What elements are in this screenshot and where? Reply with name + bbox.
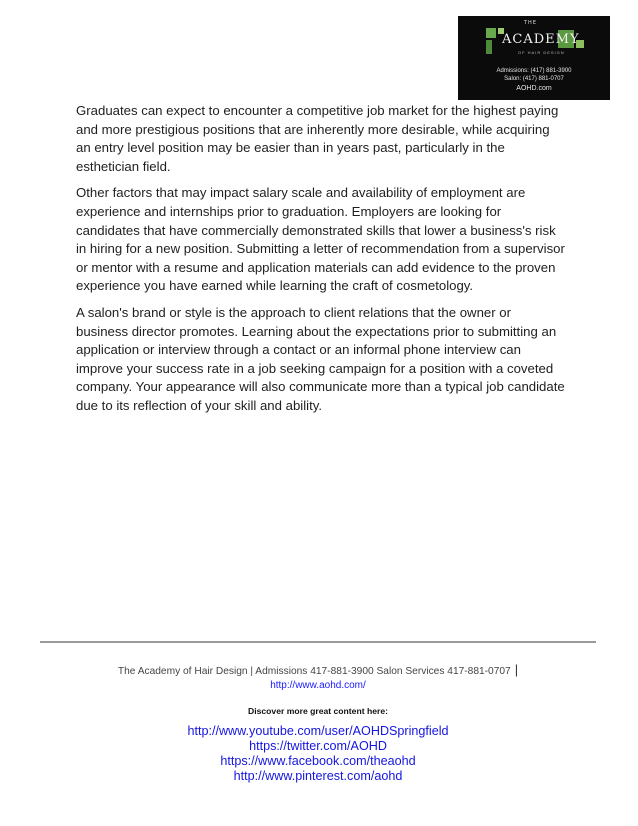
footer-divider: [40, 641, 596, 643]
logo-square-mark: [486, 28, 496, 38]
logo-admissions: Admissions: (417) 881-3900: [496, 68, 572, 74]
twitter-link[interactable]: https://twitter.com/AOHD: [249, 739, 387, 753]
logo-salon: Salon: (417) 881-0707: [504, 76, 564, 82]
footer-separator: |: [514, 662, 519, 677]
paragraph: A salon's brand or style is the approach to client relations that the owner or business director promotes. Learning about the expectations prior to submitting an application or interview through a contact or an informal phone interview can improve your success rate in a job seeking campaign for a position with a coveted company. Your appearance will also communicate more than a typical job candidate due to its reflection of your skill and ability.: [76, 304, 565, 413]
article-body: [76, 102, 566, 424]
footer-contact-text: The Academy of Hair Design | Admissions 417-881-3900 Salon Services 417-881-0707: [117, 666, 511, 677]
youtube-link[interactable]: http://www.youtube.com/user/AOHDSpringfield: [187, 724, 449, 738]
pinterest-link[interactable]: http://www.pinterest.com/aohd: [233, 769, 403, 783]
facebook-link[interactable]: https://www.facebook.com/theaohd: [220, 754, 416, 768]
academy-logo: [458, 16, 610, 100]
aohd-site-link[interactable]: http://www.aohd.com/: [270, 680, 366, 691]
footer-contact: [40, 662, 596, 677]
pinterest-link-row: [40, 767, 596, 785]
footer-site-link-row: [40, 680, 596, 691]
logo-square-mark: [486, 40, 492, 54]
logo-subtitle: OF HAIR DESIGN: [518, 50, 565, 55]
logo-name: ACADEMY: [502, 32, 580, 47]
paragraph: Graduates can expect to encounter a competitive job market for the highest paying and more prestigious positions that are inherently more desirable, while acquiring an entry level position may be easier than in years past, particularly in the esthetician field.: [76, 103, 559, 174]
paragraph: Other factors that may impact salary scale and availability of employment are experience and internships prior to graduation. Employers are looking for candidates that have commercially demonstrated skills that lower a business's risk in hiring for a new position. Submitting a letter of recommendation from a supervisor or mentor with a resume and application materials can add evidence to the proven experience you have earned while learning the craft of cosmetology.: [76, 185, 565, 294]
logo-site: AOHD.com: [516, 85, 552, 92]
discover-heading: Discover more great content here:: [248, 706, 388, 716]
logo-the: THE: [524, 20, 537, 26]
